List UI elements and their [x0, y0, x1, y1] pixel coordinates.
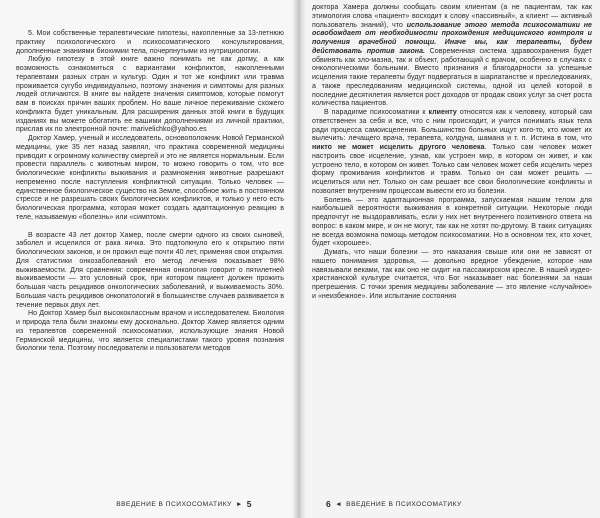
left-paragraph-4: В возрасте 43 лет доктор Хамер, после смерти одного из своих сыновей, заболел и исцелился от рака яичка. Это подтолкнуло его к открытию пяти биологических законов, и он прожил еще почти 40 лет, применяя свои открытия. Для статистики онкозаболеваний его метод лечения показывает 98% выживаемости. Для сравнения: современная онкология говорит о пятилетней выживаемости — это условный срок, при котором пациент должен прожить большая часть рецидивов онкологических заболеваний, и выживаемость 30%. Большая часть рецидивов онкопатологий в большинстве случаев развивается в течение первых двух лет.: [16, 231, 284, 309]
running-head-right: ВВЕДЕНИЕ В ПСИХОСОМАТИКУ: [346, 500, 462, 508]
emphasis-client: клиенту: [428, 109, 457, 116]
text-run: доктора Хамера должны сообщать своим клиентам (а не пациентам, так как этимология слова «пациент» восходит к слову «пассивный», а клиент — активный пользователь знаний), что: [312, 4, 592, 29]
left-paragraph-1: 5. Мои собственные терапевтические гипотезы, накопленные за 13-летнюю практику психологического и психосоматического консультирования, дополненные знаниями биохимии тела, почерпнутыми из нутрициологии.: [16, 30, 284, 55]
text-run: . Только сам человек может настроить свое исцеление, узнав, как устроен мир, в котором он живет, и как устроено тело, в котором он живет. Только сам человек может себя исцелить через форму проживания конфликтов и травм. Только он сам может решить — исцелиться или нет. Только он сам решает все свои биологические конфликты и позволяет внутренним процессам вывести его из болезни.: [312, 144, 592, 195]
text-run: Современная система здравоохранения будет обвинять как зло-мазна, так и объект, работающий с врачом, особенно в случаях с онкологическими больными. Вместо признания и благодарности за успешные исцеления такие терапевты будут подвергаться в шарлатанстве и преследованиях, а также преследованиям медицинской системы, одной из целей которой в последние десятилетия является рост доходов от продаж своих услуг за счет роста количества пациентов.: [312, 47, 592, 108]
left-page-footer: [116, 499, 252, 509]
right-page-footer: [326, 499, 462, 509]
right-arrow-icon: ►: [235, 500, 243, 508]
paragraph-gap: [16, 223, 284, 232]
page-number-right: 6: [326, 499, 332, 509]
right-paragraph-1: [312, 4, 592, 109]
right-paragraph-3: Болезнь — это адаптационная программа, запускаемая нашим телом для наибольшей вероятности выживания в конкретной ситуации. Некоторые люди предпочтут не выздоравливать, если у них нет внутреннего позитивного ответа на вопрос: в каком мире, и он не могут, так как не хотят по-другому. В таких ситуациях не всегда возможна помощь методом психосоматики. Но в основном тех, кто хочет, будет «хорошее».: [312, 196, 592, 248]
running-head-left: ВВЕДЕНИЕ В ПСИХОСОМАТИКУ: [116, 500, 232, 508]
text-run: относятся как к человеку, который сам ответственен за себя и все, что с ним происходит, и учится понимать язык тела ради процесса самоисцеления. Большинство больных ищут кого-то, кто может их вылечить: лечащего врача, терапевта, колдуна, шамана и т. п. Истина в том, что: [312, 109, 592, 143]
text-run: В парадигме психосоматики к: [324, 109, 429, 116]
left-paragraph-2: Любую гипотезу в этой книге важно понимать не как догму, а как возможность ознакомиться с вариантами конфликтов, накопленными терапевтами разных стран и культур. Один и тот же конфликт или травма проживается сугубо индивидуально, поэтому значения и симптомы для разных людей отличаются. В книге вы найдете значения симптомов, которые помогут вам в поисках причин ваших проблем. Но ваше личное переживание схожего конфликта будет уникальным. Для расширения данных этой книги в будущих изданиях вы можете обогатить ее вашими дополнениями из личной практики, прислав их по электронной почте: marivelichko@yahoo.es: [16, 56, 284, 134]
emphasis-nobody-heals: никто не может исцелить другого человека: [312, 144, 485, 151]
right-paragraph-4: Думать, что наши болезни — это наказания свыше или они не зависят от нашего понимания здоровья, — довольно вредное убеждение, которое нам навязывали веками, так как оно не сидит на пассажирском кресле. В нашей иудео-христианской культуре считается, что Бог наказывает нас болезнями за наши прегрешения. С точки зрения медицины заболевание — это явление «случайное» и «неизбежное». Или испытание состояния: [312, 249, 592, 300]
left-paragraph-5: Но Доктор Хамер был высококлассным врачом и исследователем. Биология и природа тела были знакомы ему досконально. Доктор Хамер является одним из терапевтов современной психосоматики, использующие знания Новой Германской медицины, что является специалистами такого уровня познания биологии тела. Поэтому последователи и пользователи методов: [16, 310, 284, 353]
left-paragraph-3: Доктор Хамер, ученый и исследователь, основоположник Новой Германской медицины, уже 35 лет назад заявлял, что практика современной медицины приводит к огромному количеству смертей и это не является нормальным. Если провести параллель с животным миром, то можно говорить о том, что все биологические конфликты выживания и размножения животные разрешают непременно после наступления конфликтной ситуации. Только человек — единственное биологическое существо на Земле, способное жить в постоянном стрессе и не разрешать своих биологических конфликтов, и только у него есть биологическая программа, которая может создать адаптационную реакцию в теле, называемую «болезнь» или «симптом».: [16, 135, 284, 221]
right-paragraph-2: [312, 109, 592, 197]
left-arrow-icon: ◄: [335, 500, 343, 508]
left-page: [0, 0, 298, 518]
right-page: [298, 0, 600, 518]
page-number-left: 5: [246, 499, 252, 509]
emphasis-warning: использование этого метода психосоматики не освобождает от необходимости прохождения медицинского контроля и получения врачебной помощи. Иначе мы, как терапевты, будем действовать против закона.: [312, 21, 592, 55]
